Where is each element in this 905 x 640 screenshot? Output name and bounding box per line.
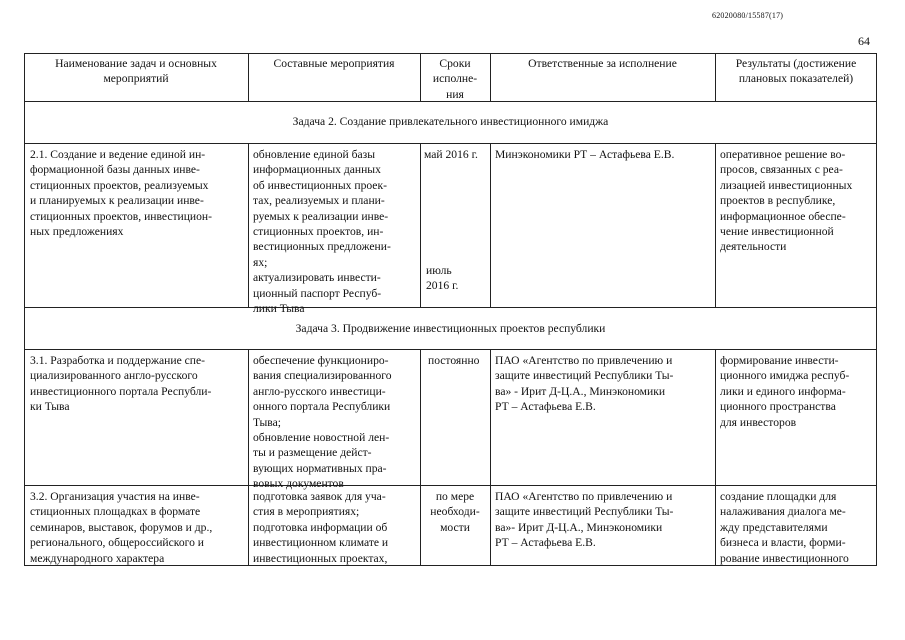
- row-3-2-responsible: ПАО «Агентство по привлечению и защите инвестиций Республики Ты- ва»- Ирит Д-Ц.А., Минэкономики РТ – Астафьева Е.В.: [495, 490, 674, 550]
- task-3-heading: Задача 3. Продвижение инвестиционных проектов республики: [295, 322, 606, 335]
- row-3-1-activity: обеспечение функциониро- вания специализированного англо-русского инвестици- онного портала Республики Тыва; обновление новостной лен- ты и размещение дейст- вующих нормативных пра- вовых документов: [253, 354, 392, 491]
- row-3-1-responsible: ПАО «Агентство по привлечению и защите инвестиций Республики Ты- ва» - Ирит Д-Ц.А., Минэкономики РТ – Астафьева Е.В.: [495, 354, 674, 414]
- row-3-2-result: создание площадки для налаживания диалога ме- жду представителями бизнеса и власти, форми- рование инвестиционного: [720, 490, 849, 565]
- row-3-2-activity: подготовка заявок для уча- стия в мероприятиях; подготовка информации об инвестиционном климате и инвестиционных проектах,: [253, 490, 389, 565]
- table-rule: [420, 349, 421, 565]
- table-rule: [420, 53, 421, 101]
- row-3-1-term: постоянно: [428, 354, 480, 367]
- row-2-1-task: 2.1. Создание и ведение единой ин- формационной базы данных инве- стиционных проектов, реализуемых и планируемых к реализации инве- стиционных проектов, инвестицион- ных предложениях: [30, 148, 213, 239]
- table-rule: [24, 349, 877, 350]
- row-2-1-activity: обновление единой базы информационных данных об инвестиционных проек- тах, реализуемых и плани- руемых к реализации инве- стиционных проектов, ин- вестиционных предложени- ях; актуализировать инвести- ционный паспорт Респуб- лики Тыва: [253, 148, 391, 316]
- table-rule: [715, 53, 716, 101]
- header-terms: Сроки исполне- ния: [432, 57, 478, 101]
- row-2-1-responsible: Минэкономики РТ – Астафьева Е.В.: [495, 148, 675, 161]
- header-activities: Составные мероприятия: [273, 57, 395, 70]
- table-rule: [876, 53, 877, 566]
- row-3-2-term: по мере необходи- мости: [430, 490, 480, 534]
- table-rule: [715, 143, 716, 307]
- header-responsible: Ответственные за исполнение: [528, 57, 677, 70]
- row-2-1-result: оперативное решение во- просов, связанных с реа- лизацией инвестиционных проектов в республике, информационное обеспе- чение инвестиционной деятельности: [720, 148, 853, 254]
- document-number: 62020080/15587(17): [712, 11, 784, 20]
- header-results: Результаты (достижение плановых показателей): [735, 57, 857, 86]
- page-number: 64: [858, 34, 870, 48]
- row-3-1-task: 3.1. Разработка и поддержание спе- циализированного англо-русского инвестиционного портала Республи- ки Тыва: [30, 354, 212, 414]
- row-2-1-term-1: май 2016 г.: [424, 148, 478, 161]
- row-2-1-term-2: июль 2016 г.: [426, 264, 459, 293]
- row-3-2-task: 3.2. Организация участия на инве- стиционных площадках в формате семинаров, выставок, форумов и др., регионального, общероссийского и международного характера: [30, 490, 213, 565]
- table-rule: [24, 53, 877, 54]
- table-rule: [490, 349, 491, 565]
- table-rule: [490, 53, 491, 101]
- header-tasks: Наименование задач и основных мероприятий: [55, 57, 217, 86]
- table-rule: [490, 143, 491, 307]
- task-2-heading: Задача 2. Создание привлекательного инвестиционного имиджа: [292, 115, 609, 128]
- table-rule: [420, 143, 421, 307]
- table-rule: [248, 143, 249, 307]
- row-3-1-result: формирование инвести- ционного имиджа респуб- лики и единого информа- ционного пространства для инвесторов: [720, 354, 850, 429]
- table-rule: [24, 485, 877, 486]
- table-rule: [715, 349, 716, 565]
- table-rule: [24, 143, 877, 144]
- table-rule: [24, 307, 877, 308]
- table-rule: [24, 53, 25, 566]
- table-rule: [248, 53, 249, 101]
- table-rule: [248, 349, 249, 565]
